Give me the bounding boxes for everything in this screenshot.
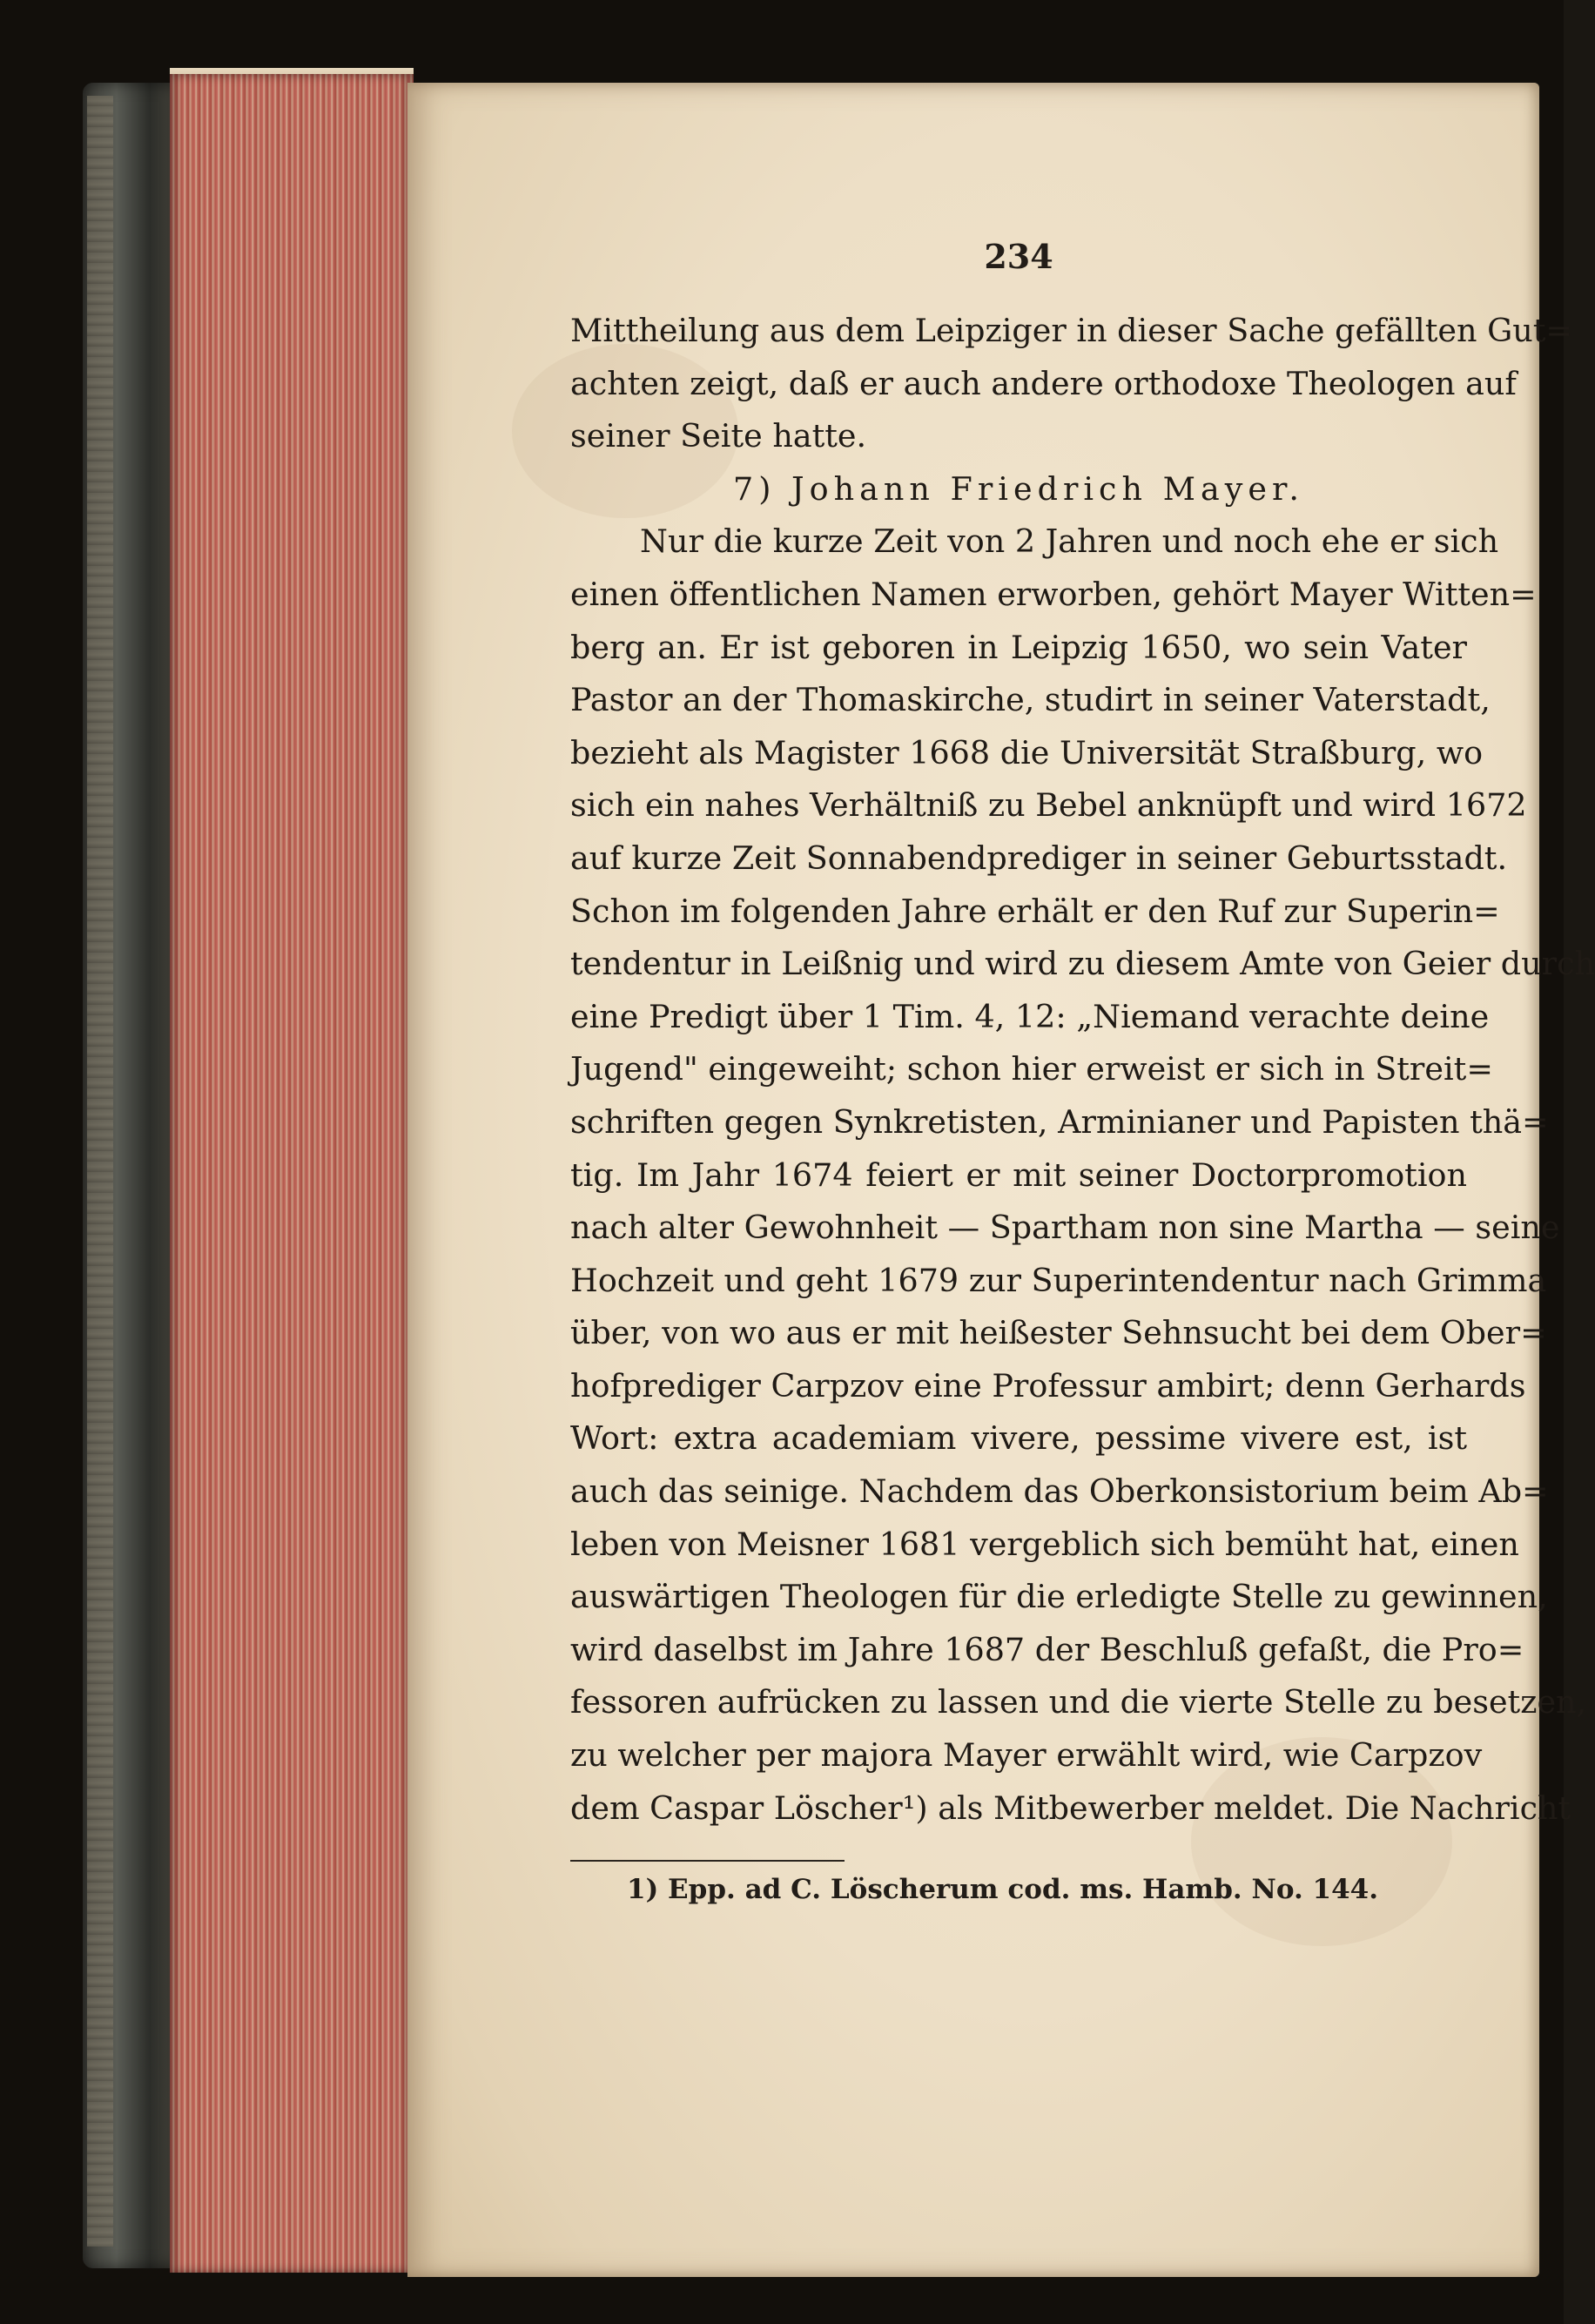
text-line: dem Caspar Löscher¹) als Mitbewerber meldet. Die Nachricht (570, 1788, 1571, 1827)
text-line: Hochzeit und geht 1679 zur Superintendentur nach Grimma (570, 1261, 1547, 1299)
text-line: auswärtigen Theologen für die erledigte Stelle zu gewinnen, (570, 1578, 1548, 1616)
text-line: seiner Seite hatte. (570, 417, 867, 455)
footnote: 1) Epp. ad C. Löscherum cod. ms. Hamb. No. 144. (627, 1874, 1379, 1905)
text-line: eine Predigt über 1 Tim. 4, 12: „Niemand verachte deine (570, 997, 1490, 1035)
text-line: über, von wo aus er mit heißester Sehnsucht bei dem Ober= (570, 1314, 1547, 1352)
text-line: achten zeigt, daß er auch andere orthodoxe Theologen auf (570, 364, 1517, 402)
text-line: auf kurze Zeit Sonnabendprediger in seiner Geburtsstadt. (570, 839, 1508, 877)
text-line: Nur die kurze Zeit von 2 Jahren und noch ehe er sich (640, 522, 1499, 561)
text-line: hofprediger Carpzov eine Professur ambirt; denn Gerhards (570, 1366, 1526, 1405)
text-line: einen öffentlichen Namen erworben, gehört Mayer Witten= (570, 575, 1537, 613)
text-line: Pastor an der Thomaskirche, studirt in seiner Vaterstadt, (570, 681, 1491, 719)
page-number: 234 (984, 237, 1053, 276)
text-line: Wort: extra academiam vivere, pessime vivere est, ist (570, 1419, 1467, 1458)
text-line: zu welcher per majora Mayer erwählt wird, wie Carpzov (570, 1736, 1483, 1775)
page-stack-red-edge (170, 74, 414, 2273)
text-line: bezieht als Magister 1668 die Universität Straßburg, wo (570, 733, 1484, 771)
text-line: Schon im folgenden Jahre erhält er den Ruf zur Superin= (570, 892, 1500, 930)
text-line: leben von Meisner 1681 vergeblich sich bemüht hat, einen (570, 1525, 1519, 1563)
footnote-rule (570, 1860, 845, 1862)
text-line: tendentur in Leißnig und wird zu diesem Amte von Geier durch (570, 945, 1595, 983)
text-line: sich ein nahes Verhältniß zu Bebel anknüpft und wird 1672 (570, 786, 1527, 825)
text-line: auch das seinige. Nachdem das Oberkonsistorium beim Ab= (570, 1472, 1549, 1511)
text-line: schriften gegen Synkretisten, Arminianer und Papisten thä= (570, 1102, 1549, 1141)
text-line: nach alter Gewohnheit — Spartham non sine Martha — seine (570, 1209, 1560, 1247)
text-line: tig. Im Jahr 1674 feiert er mit seiner Doctorpromotion (570, 1155, 1467, 1194)
text-line: wird daselbst im Jahre 1687 der Beschluß gefaßt, die Pro= (570, 1630, 1524, 1668)
section-heading: 7) Johann Friedrich Mayer. (732, 469, 1305, 508)
text-line: Jugend" eingeweiht; schon hier erweist er sich in Streit= (570, 1050, 1493, 1088)
body-text (570, 305, 1595, 1835)
text-line: berg an. Er ist geboren in Leipzig 1650, wo sein Vater (570, 628, 1467, 666)
cover-edge (87, 96, 113, 2247)
text-line: Mittheilung aus dem Leipziger in dieser Sache gefällten Gut= (570, 312, 1572, 349)
text-line: fessoren aufrücken zu lassen und die vierte Stelle zu besetzen, (570, 1683, 1587, 1721)
